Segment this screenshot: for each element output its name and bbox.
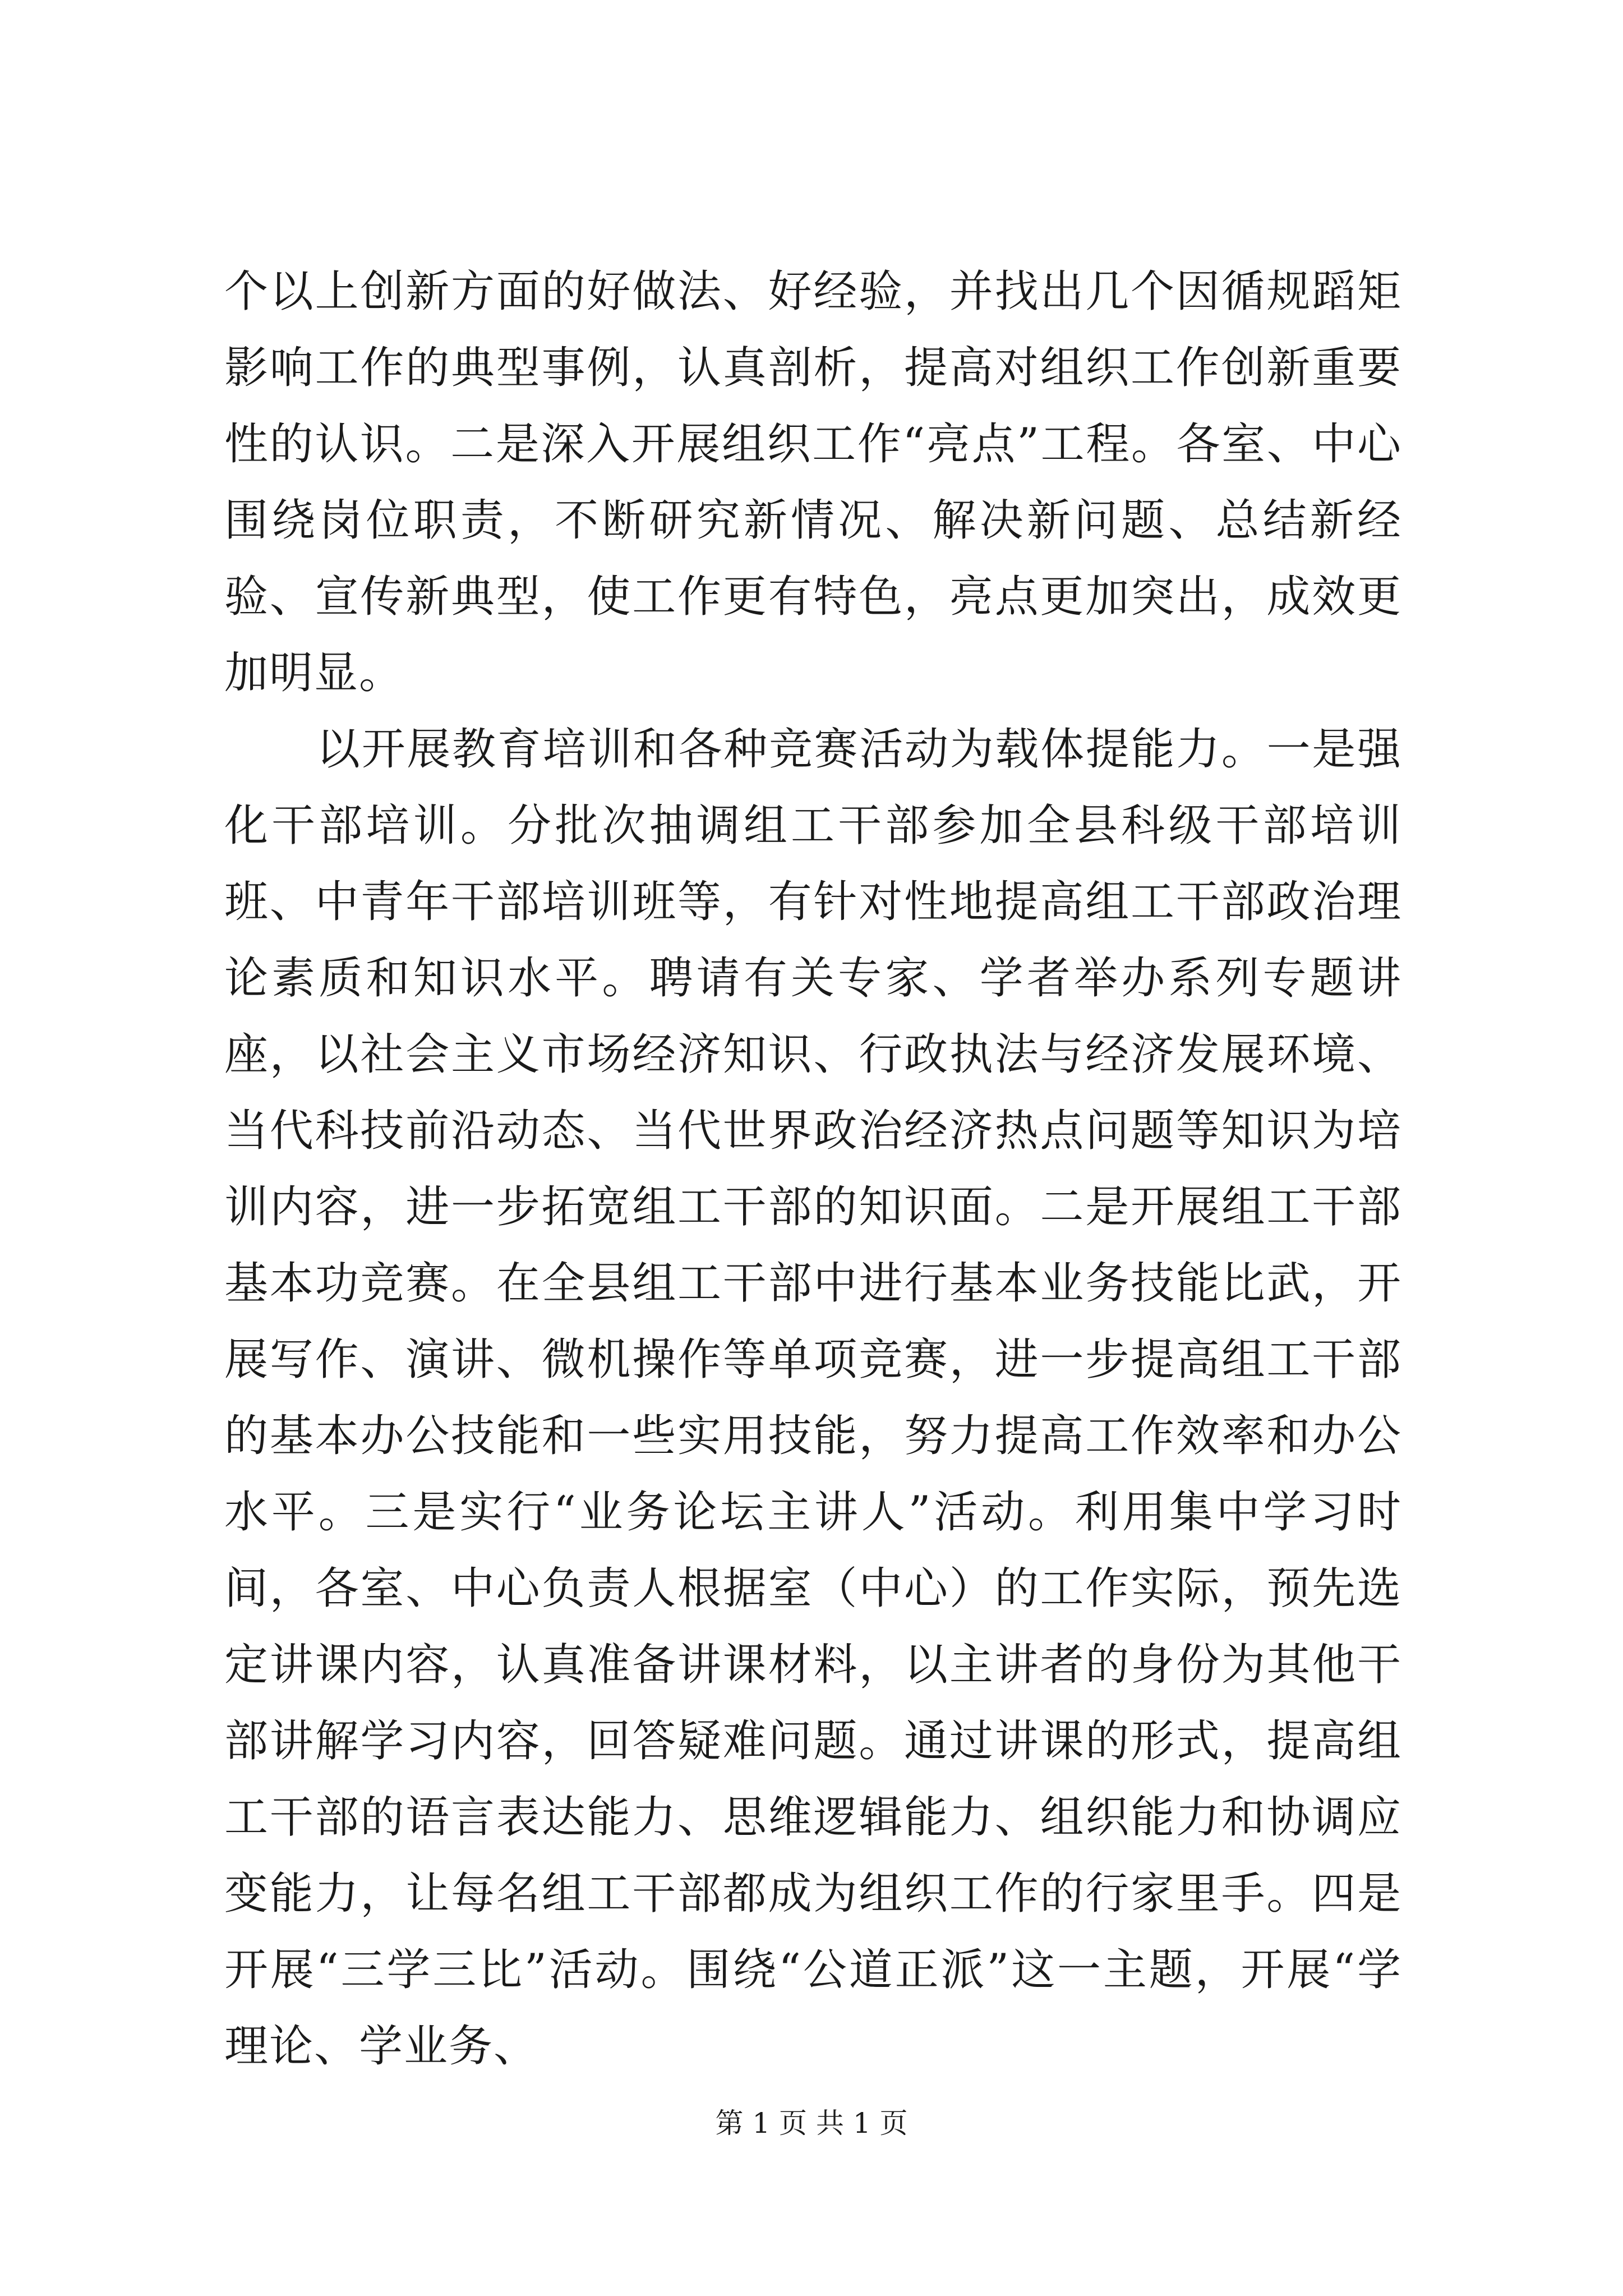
page-footer: 第 1 页 共 1 页 [715,2107,908,2139]
paragraph-continuation: 个以上创新方面的好做法、好经验，并找出几个因循规蹈矩影响工作的典型事例，认真剖析，提高对组织工作创新重要性的认识。二是深入开展组织工作“亮点”工程。各室、中心围绕岗位职责，不断研究新情况、解决新问题、总结新经验、宣传新典型，使工作更有特色，亮点更加突出，成效更加明显。 [224,266,1402,698]
paragraph-training: 以开展教育培训和各种竞赛活动为载体提能力。一是强化干部培训。分批次抽调组工干部参加全县科级干部培训班、中青年干部培训班等，有针对性地提高组工干部政治理论素质和知识水平。聘请有关专家、学者举办系列专题讲座，以社会主义市场经济知识、行政执法与经济发展环境、当代科技前沿动态、当代世界政治经济热点问题等知识为培训内容，进一步拓宽组工干部的知识面。二是开展组工干部基本功竞赛。在全县组工干部中进行基本业务技能比武，开展写作、演讲、微机操作等单项竞赛，进一步提高组工干部的基本办公技能和一些实用技能，努力提高工作效率和办公水平。三是实行“业务论坛主讲人”活动。利用集中学习时间，各室、中心负责人根据室（中心）的工作实际，预先选定讲课内容，认真准备讲课材料，以主讲者的身份为其他干部讲解学习内容，回答疑难问题。通过讲课的形式，提高组工干部的语言表达能力、思维逻辑能力、组织能力和协调应变能力，让每名组工干部都成为组织工作的行家里手。四是开展“三学三比”活动。围绕“公道正派”这一主题，开展“学理论、学业务、 [224,724,1402,2072]
document-body [224,254,1402,2085]
